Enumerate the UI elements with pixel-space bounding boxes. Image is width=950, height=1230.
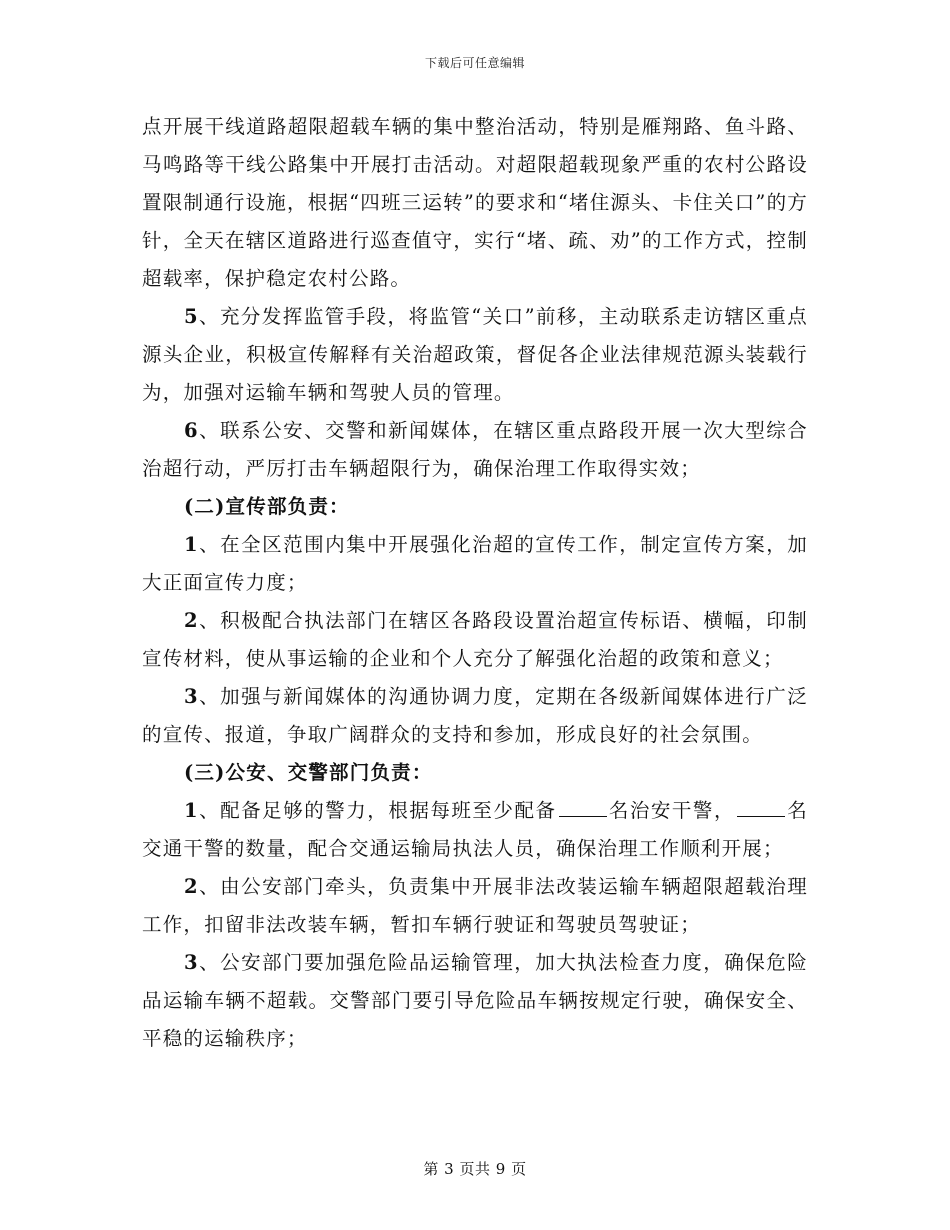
- paragraph-item-2-police: [142, 868, 808, 944]
- fill-in-blank: [737, 796, 785, 817]
- item-number: 1: [184, 799, 199, 822]
- item-number: 3: [184, 685, 199, 708]
- paragraph-text: 名治安干警，: [608, 799, 735, 822]
- paragraph-text: 、加强与新闻媒体的沟通协调力度，定期在各级新闻媒体进行广泛的宣传、报道，争取广阔群众的支持和参加，形成良好的社会氛围。: [142, 685, 808, 746]
- paragraph-item-3: [142, 678, 808, 754]
- paragraph-text: 名交通干警的数量，配合交通运输局执法人员，确保治理工作顺利开展；: [142, 799, 809, 860]
- paragraph-continued: 点开展干线道路超限超载车辆的集中整治活动，特别是雁翔路、鱼斗路、马鸣路等干线公路集中开展打击活动。对超限超载现象严重的农村公路设置限制通行设施，根据“四班三运转”的要求和“堵住源头、卡住关口”的方针，全天在辖区道路进行巡查值守，实行“堵、疏、劝”的工作方式，控制超载率，保护稳定农村公路。: [142, 115, 808, 290]
- paragraph-item-3-police: [142, 944, 808, 1058]
- fill-in-blank: [559, 796, 607, 817]
- item-number: 3: [184, 951, 199, 974]
- item-number: 2: [184, 609, 199, 632]
- paragraph-item-5: [142, 298, 808, 412]
- page-number: 第 3 页共 9 页: [423, 1160, 527, 1178]
- paragraph-item-6: [142, 412, 808, 488]
- paragraph-text: 、配备足够的警力，根据每班至少配备: [198, 799, 557, 822]
- paragraph-item-1-police: [142, 792, 808, 868]
- paragraph-text: 、公安部门要加强危险品运输管理，加大执法检查力度，确保危险品运输车辆不超载。交警部门要引导危险品车辆按规定行驶，确保安全、平稳的运输秩序；: [142, 951, 808, 1050]
- paragraph-text: 、充分发挥监管手段，将监管“关口”前移，主动联系走访辖区重点源头企业，积极宣传解释有关治超政策，督促各企业法律规范源头装载行为，加强对运输车辆和驾驶人员的管理。: [142, 305, 808, 404]
- paragraph-text: 、联系公安、交警和新闻媒体，在辖区重点路段开展一次大型综合治超行动，严厉打击车辆超限行为，确保治理工作取得实效；: [142, 419, 808, 480]
- item-number: 1: [184, 533, 199, 556]
- item-number: 6: [184, 419, 199, 442]
- paragraph-text: 、由公安部门牵头，负责集中开展非法改装运输车辆超限超载治理工作，扣留非法改装车辆，暂扣车辆行驶证和驾驶员驾驶证；: [142, 875, 808, 936]
- item-number: 5: [184, 305, 199, 328]
- paragraph-item-2: [142, 602, 808, 678]
- item-number: 2: [184, 875, 199, 898]
- paragraph-item-1: [142, 526, 808, 602]
- document-body: [142, 108, 808, 1058]
- header-note: 下载后可任意编辑: [424, 56, 525, 70]
- paragraph-text: 、在全区范围内集中开展强化治超的宣传工作，制定宣传方案，加大正面宣传力度；: [142, 533, 808, 594]
- section-heading-police: (三)公安、交警部门负责：: [184, 761, 433, 784]
- paragraph-text: 、积极配合执法部门在辖区各路段设置治超宣传标语、横幅，印制宣传材料，使从事运输的企业和个人充分了解强化治超的政策和意义；: [142, 609, 808, 670]
- section-heading-propaganda: (二)宣传部负责：: [184, 495, 350, 518]
